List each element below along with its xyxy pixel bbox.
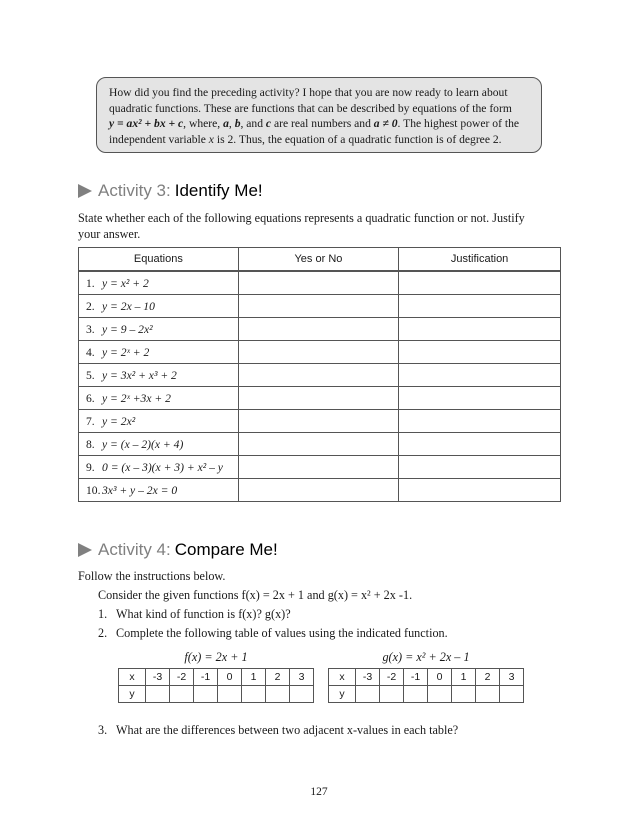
list-item [98, 606, 291, 622]
x-row [119, 669, 314, 686]
y-value-cell[interactable] [356, 686, 380, 703]
list-item [98, 625, 448, 641]
y-value-cell[interactable] [218, 686, 242, 703]
row-number: 9. [86, 460, 95, 474]
y-value-cell[interactable] [476, 686, 500, 703]
row-number: 6. [86, 391, 95, 405]
y-value-cell[interactable] [170, 686, 194, 703]
equation-cell [79, 433, 239, 456]
activity-3-heading [78, 181, 263, 201]
equation-text: y = 2ˣ + 2 [102, 345, 150, 359]
item-text: What are the differences between two adjacent x-values in each table? [116, 723, 459, 737]
yes-no-cell[interactable] [238, 433, 398, 456]
intro-line-4 [109, 132, 531, 148]
equation-text: y = 2ˣ +3x + 2 [102, 391, 171, 405]
justification-cell[interactable] [399, 433, 561, 456]
page-number: 127 [310, 786, 328, 798]
header-yes-no: Yes or No [238, 248, 398, 272]
intro-text: , [228, 117, 235, 131]
y-value-cell[interactable] [194, 686, 218, 703]
equation-cell [79, 456, 239, 479]
justification-cell[interactable] [399, 456, 561, 479]
row-number: 3. [86, 322, 95, 336]
y-value-cell[interactable] [146, 686, 170, 703]
table-row [79, 271, 561, 295]
table-row [79, 364, 561, 387]
justification-cell[interactable] [399, 318, 561, 341]
activity-name: Compare Me! [174, 540, 278, 559]
intro-line-3 [109, 116, 531, 132]
var-x: x [208, 132, 214, 146]
item-number: 1. [98, 607, 108, 621]
quadratic-form: y = ax² + bx + c [109, 117, 184, 131]
intro-line-1: How did you find the preceding activity? I hope that you are now ready to learn about [109, 86, 508, 99]
activity-name: Identify Me! [174, 181, 263, 200]
intro-text: , where, [183, 117, 224, 131]
consider-functions: Consider the given functions f(x) = 2x + 1 and g(x) = x² + 2x -1. [98, 588, 413, 602]
table-row [79, 433, 561, 456]
table-row [79, 456, 561, 479]
equation-text: 0 = (x – 3)(x + 3) + x² – y [102, 460, 223, 474]
y-row [329, 686, 524, 703]
y-value-cell[interactable] [500, 686, 524, 703]
equation-cell [79, 479, 239, 502]
row-number: 7. [86, 414, 95, 428]
table-g-title: g(x) = x² + 2x – 1 [382, 650, 470, 664]
activity-label: Activity 4: [98, 540, 171, 559]
yes-no-cell[interactable] [238, 456, 398, 479]
equation-text: y = 3x² + x³ + 2 [102, 368, 177, 382]
justification-cell[interactable] [399, 479, 561, 502]
coef-b: b [234, 117, 241, 131]
yes-no-cell[interactable] [238, 341, 398, 364]
intro-line-2: quadratic functions. These are functions that can be described by equations of the form [109, 101, 512, 115]
activity-3-instructions [78, 210, 568, 242]
arrow-right-icon [78, 543, 92, 557]
x-value-cell: 2 [476, 669, 500, 686]
x-value-cell: -2 [380, 669, 404, 686]
row-number: 5. [86, 368, 95, 382]
y-row [119, 686, 314, 703]
header-equations: Equations [79, 248, 239, 272]
equation-cell [79, 295, 239, 318]
yes-no-cell[interactable] [238, 479, 398, 502]
header-justification: Justification [399, 248, 561, 272]
justification-cell[interactable] [399, 387, 561, 410]
x-value-cell: -3 [146, 669, 170, 686]
yes-no-cell[interactable] [238, 318, 398, 341]
equation-cell [79, 364, 239, 387]
x-row [329, 669, 524, 686]
yes-no-cell[interactable] [238, 364, 398, 387]
y-value-cell[interactable] [404, 686, 428, 703]
table-f-title: f(x) = 2x + 1 [184, 650, 248, 664]
y-value-cell[interactable] [266, 686, 290, 703]
y-value-cell[interactable] [428, 686, 452, 703]
x-value-cell: -2 [170, 669, 194, 686]
table-row [79, 479, 561, 502]
x-value-cell: 0 [428, 669, 452, 686]
table-of-values-f [118, 668, 314, 703]
row-number: 10. [86, 483, 101, 497]
x-value-cell: 3 [500, 669, 524, 686]
justification-cell[interactable] [399, 341, 561, 364]
table-header-row [79, 248, 561, 272]
instructions-line: State whether each of the following equations represents a quadratic function or not. Justify [78, 211, 525, 225]
y-value-cell[interactable] [242, 686, 266, 703]
equation-cell [79, 318, 239, 341]
coef-c: c [265, 117, 272, 131]
yes-no-cell[interactable] [238, 410, 398, 433]
activity-4-instructions: Follow the instructions below. [78, 569, 226, 583]
instructions-line: your answer. [78, 227, 141, 241]
yes-no-cell[interactable] [238, 271, 398, 295]
item-number: 2. [98, 626, 108, 640]
y-value-cell[interactable] [290, 686, 314, 703]
item-number: 3. [98, 723, 108, 737]
intro-text: . The highest power of the [397, 117, 520, 131]
activity-label: Activity 3: [98, 181, 171, 200]
x-value-cell: 0 [218, 669, 242, 686]
intro-box [96, 77, 542, 153]
equation-cell [79, 271, 239, 295]
x-value-cell: 1 [452, 669, 476, 686]
x-value-cell: -1 [404, 669, 428, 686]
intro-text: are real numbers and [271, 117, 374, 131]
x-value-cell: 1 [242, 669, 266, 686]
justification-cell[interactable] [399, 364, 561, 387]
x-value-cell: -3 [356, 669, 380, 686]
coef-a: a [223, 117, 229, 131]
x-value-cell: 3 [290, 669, 314, 686]
list-item [98, 722, 458, 738]
equation-cell [79, 387, 239, 410]
activity-4-heading [78, 540, 278, 560]
equation-text: y = 9 – 2x² [102, 322, 153, 336]
intro-text: , and [240, 117, 266, 131]
y-value-cell[interactable] [380, 686, 404, 703]
equation-text: y = 2x – 10 [102, 299, 155, 313]
yes-no-cell[interactable] [238, 295, 398, 318]
table-row [79, 341, 561, 364]
equation-cell [79, 341, 239, 364]
equation-text: y = 2x² [102, 414, 136, 428]
arrow-right-icon [78, 184, 92, 198]
equation-text: y = (x – 2)(x + 4) [102, 437, 184, 451]
condition: a ≠ 0 [373, 117, 398, 131]
table-of-values-g [328, 668, 524, 703]
table-row [79, 410, 561, 433]
row-number: 2. [86, 299, 95, 313]
justification-cell[interactable] [399, 271, 561, 295]
justification-cell[interactable] [399, 410, 561, 433]
x-value-cell: 2 [266, 669, 290, 686]
x-label: x [119, 669, 146, 686]
table-row [79, 318, 561, 341]
x-value-cell: -1 [194, 669, 218, 686]
equation-text: 3x³ + y – 2x = 0 [102, 483, 178, 497]
y-label: y [329, 686, 356, 703]
row-number: 4. [86, 345, 95, 359]
justification-cell[interactable] [399, 295, 561, 318]
table-row [79, 387, 561, 410]
row-number: 1. [86, 276, 95, 290]
intro-text: is 2. Thus, the equation of a quadratic function is of degree 2. [213, 132, 502, 146]
equations-table [78, 247, 561, 502]
x-label: x [329, 669, 356, 686]
y-value-cell[interactable] [452, 686, 476, 703]
table-row [79, 295, 561, 318]
equation-cell [79, 410, 239, 433]
item-text: What kind of function is f(x)? g(x)? [116, 607, 291, 621]
equation-text: y = x² + 2 [102, 276, 149, 290]
y-label: y [119, 686, 146, 703]
intro-text: independent variable [109, 132, 209, 146]
row-number: 8. [86, 437, 95, 451]
item-text: Complete the following table of values using the indicated function. [116, 626, 448, 640]
yes-no-cell[interactable] [238, 387, 398, 410]
